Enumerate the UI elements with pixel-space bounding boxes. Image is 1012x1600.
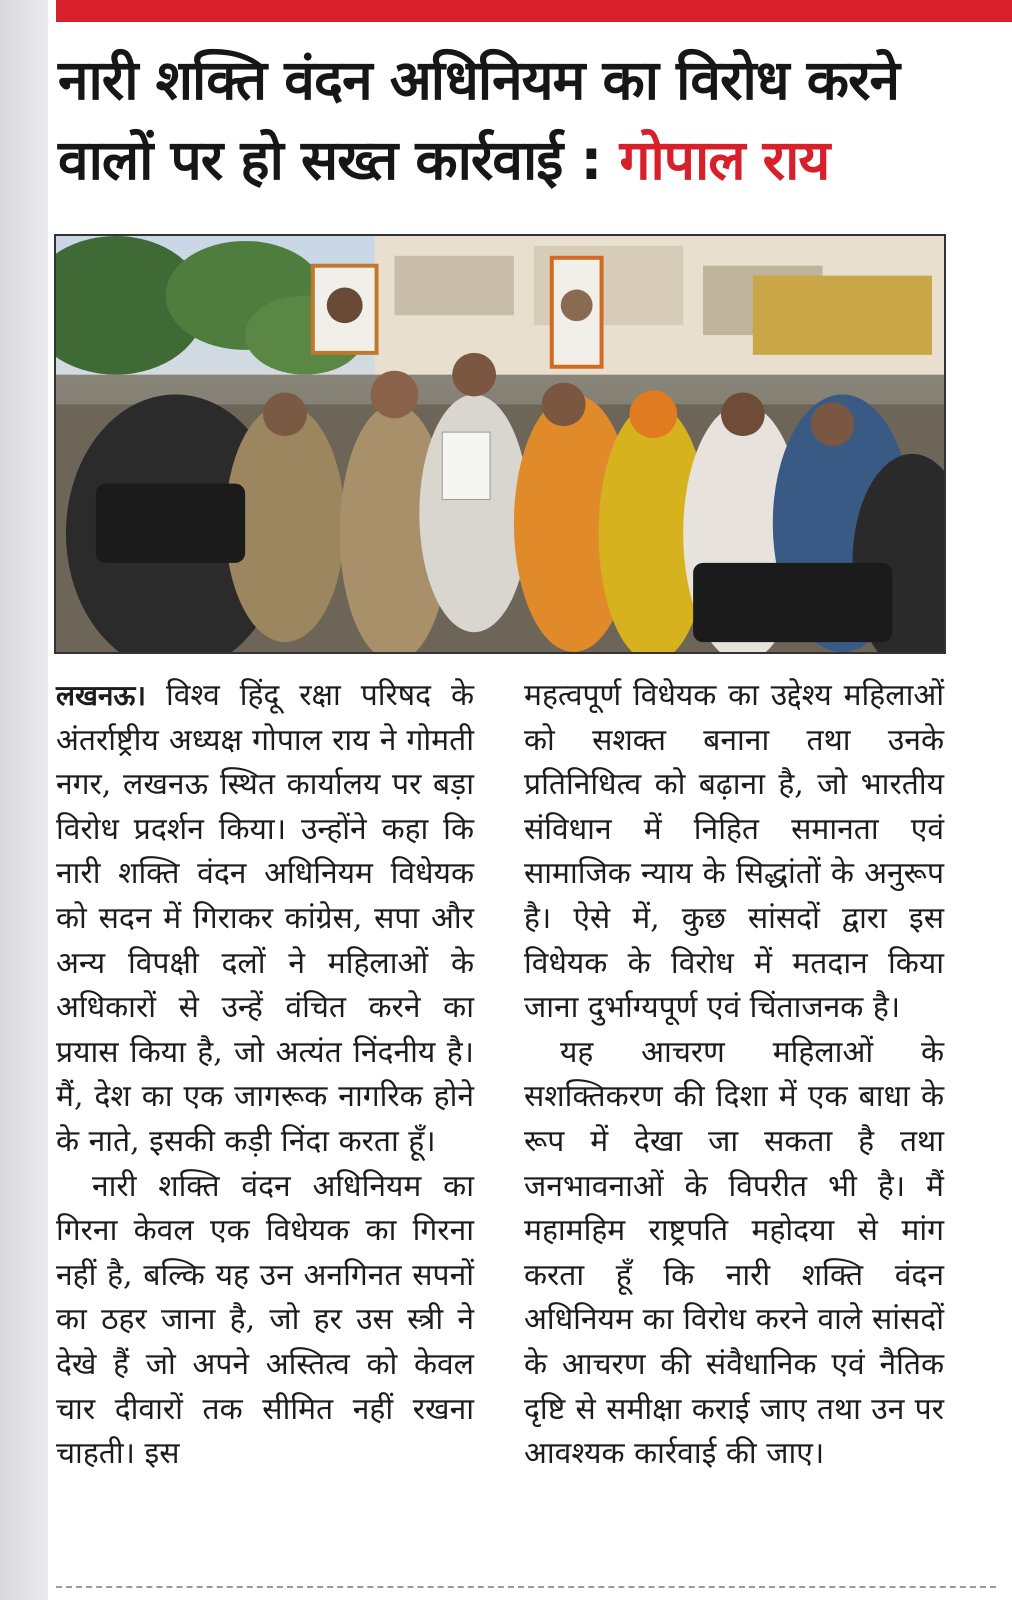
paragraph-text: विश्व हिंदू रक्षा परिषद के अंतर्राष्ट्रीय अध्यक्ष गोपाल राय ने गोमती नगर, लखनऊ स्थित कार्यालय पर बड़ा विरोध प्रदर्शन किया। उन्होंने कहा कि नारी शक्ति वंदन अधिनियम विधेयक को सदन में गिराकर कांग्रेस, सपा और अन्य विपक्षी दलों ने महिलाओं के अधिकारों से उन्हें वंचित करने का प्रयास किया है, जो अत्यंत निंदनीय है। मैं, देश का एक जागरूक नागरिक होने के नाते, इसकी कड़ी निंदा करता हूँ। bbox=[56, 678, 474, 1159]
article-paragraph: यह आचरण महिलाओं के सशक्तिकरण की दिशा में एक बाधा के रूप में देखा जा सकता है तथा जनभावनाओं के विपरीत भी है। मैं महामहिम राष्ट्रपति महोदया से मांग करता हूँ कि नारी शक्ति वंदन अधिनियम का विरोध करने वाले सांसदों के आचरण की संवैधानिक एवं नैतिक दृष्टि से समीक्षा कराई जाए तथा उन पर आवश्यक कार्रवाई की जाए। bbox=[524, 1034, 944, 1472]
article-column-left bbox=[56, 674, 474, 1477]
article-column-right bbox=[524, 674, 944, 1477]
headline-speaker: गोपाल राय bbox=[619, 128, 830, 192]
article-paragraph: महत्वपूर्ण विधेयक का उद्देश्य महिलाओं को सशक्त बनाना तथा उनके प्रतिनिधित्व को बढ़ाना है, जो भारतीय संविधान में निहित समानता एवं सामाजिक न्याय के सिद्धांतों के अनुरूप है। ऐसे में, कुछ सांसदों द्वारा इस विधेयक के विरोध में मतदान किया जाना दुर्भाग्यपूर्ण एवं चिंताजनक है। bbox=[524, 678, 944, 1026]
bottom-divider bbox=[56, 1586, 996, 1588]
protest-photo-icon bbox=[56, 236, 944, 652]
headline-line-2 bbox=[58, 120, 958, 200]
page-margin bbox=[0, 0, 48, 1600]
headline-line-2-text: वालों पर हो सख्त कार्रवाई : bbox=[58, 128, 602, 192]
article-paragraph: नारी शक्ति वंदन अधिनियम का गिरना केवल एक विधेयक का गिरना नहीं है, बल्कि यह उन अनगिनत सपनों का ठहर जाना है, जो हर उस स्त्री ने देखे हैं जो अपने अस्तित्व को केवल चार दीवारों तक सीमित नहीं रखना चाहती। इस bbox=[56, 1168, 474, 1472]
dateline: लखनऊ। bbox=[56, 679, 147, 712]
protest-photo bbox=[54, 234, 946, 654]
headline-line-1: नारी शक्ति वंदन अधिनियम का विरोध करने bbox=[58, 48, 899, 112]
headline bbox=[58, 40, 958, 200]
article-paragraph bbox=[56, 674, 474, 1165]
top-red-bar bbox=[56, 0, 1012, 22]
